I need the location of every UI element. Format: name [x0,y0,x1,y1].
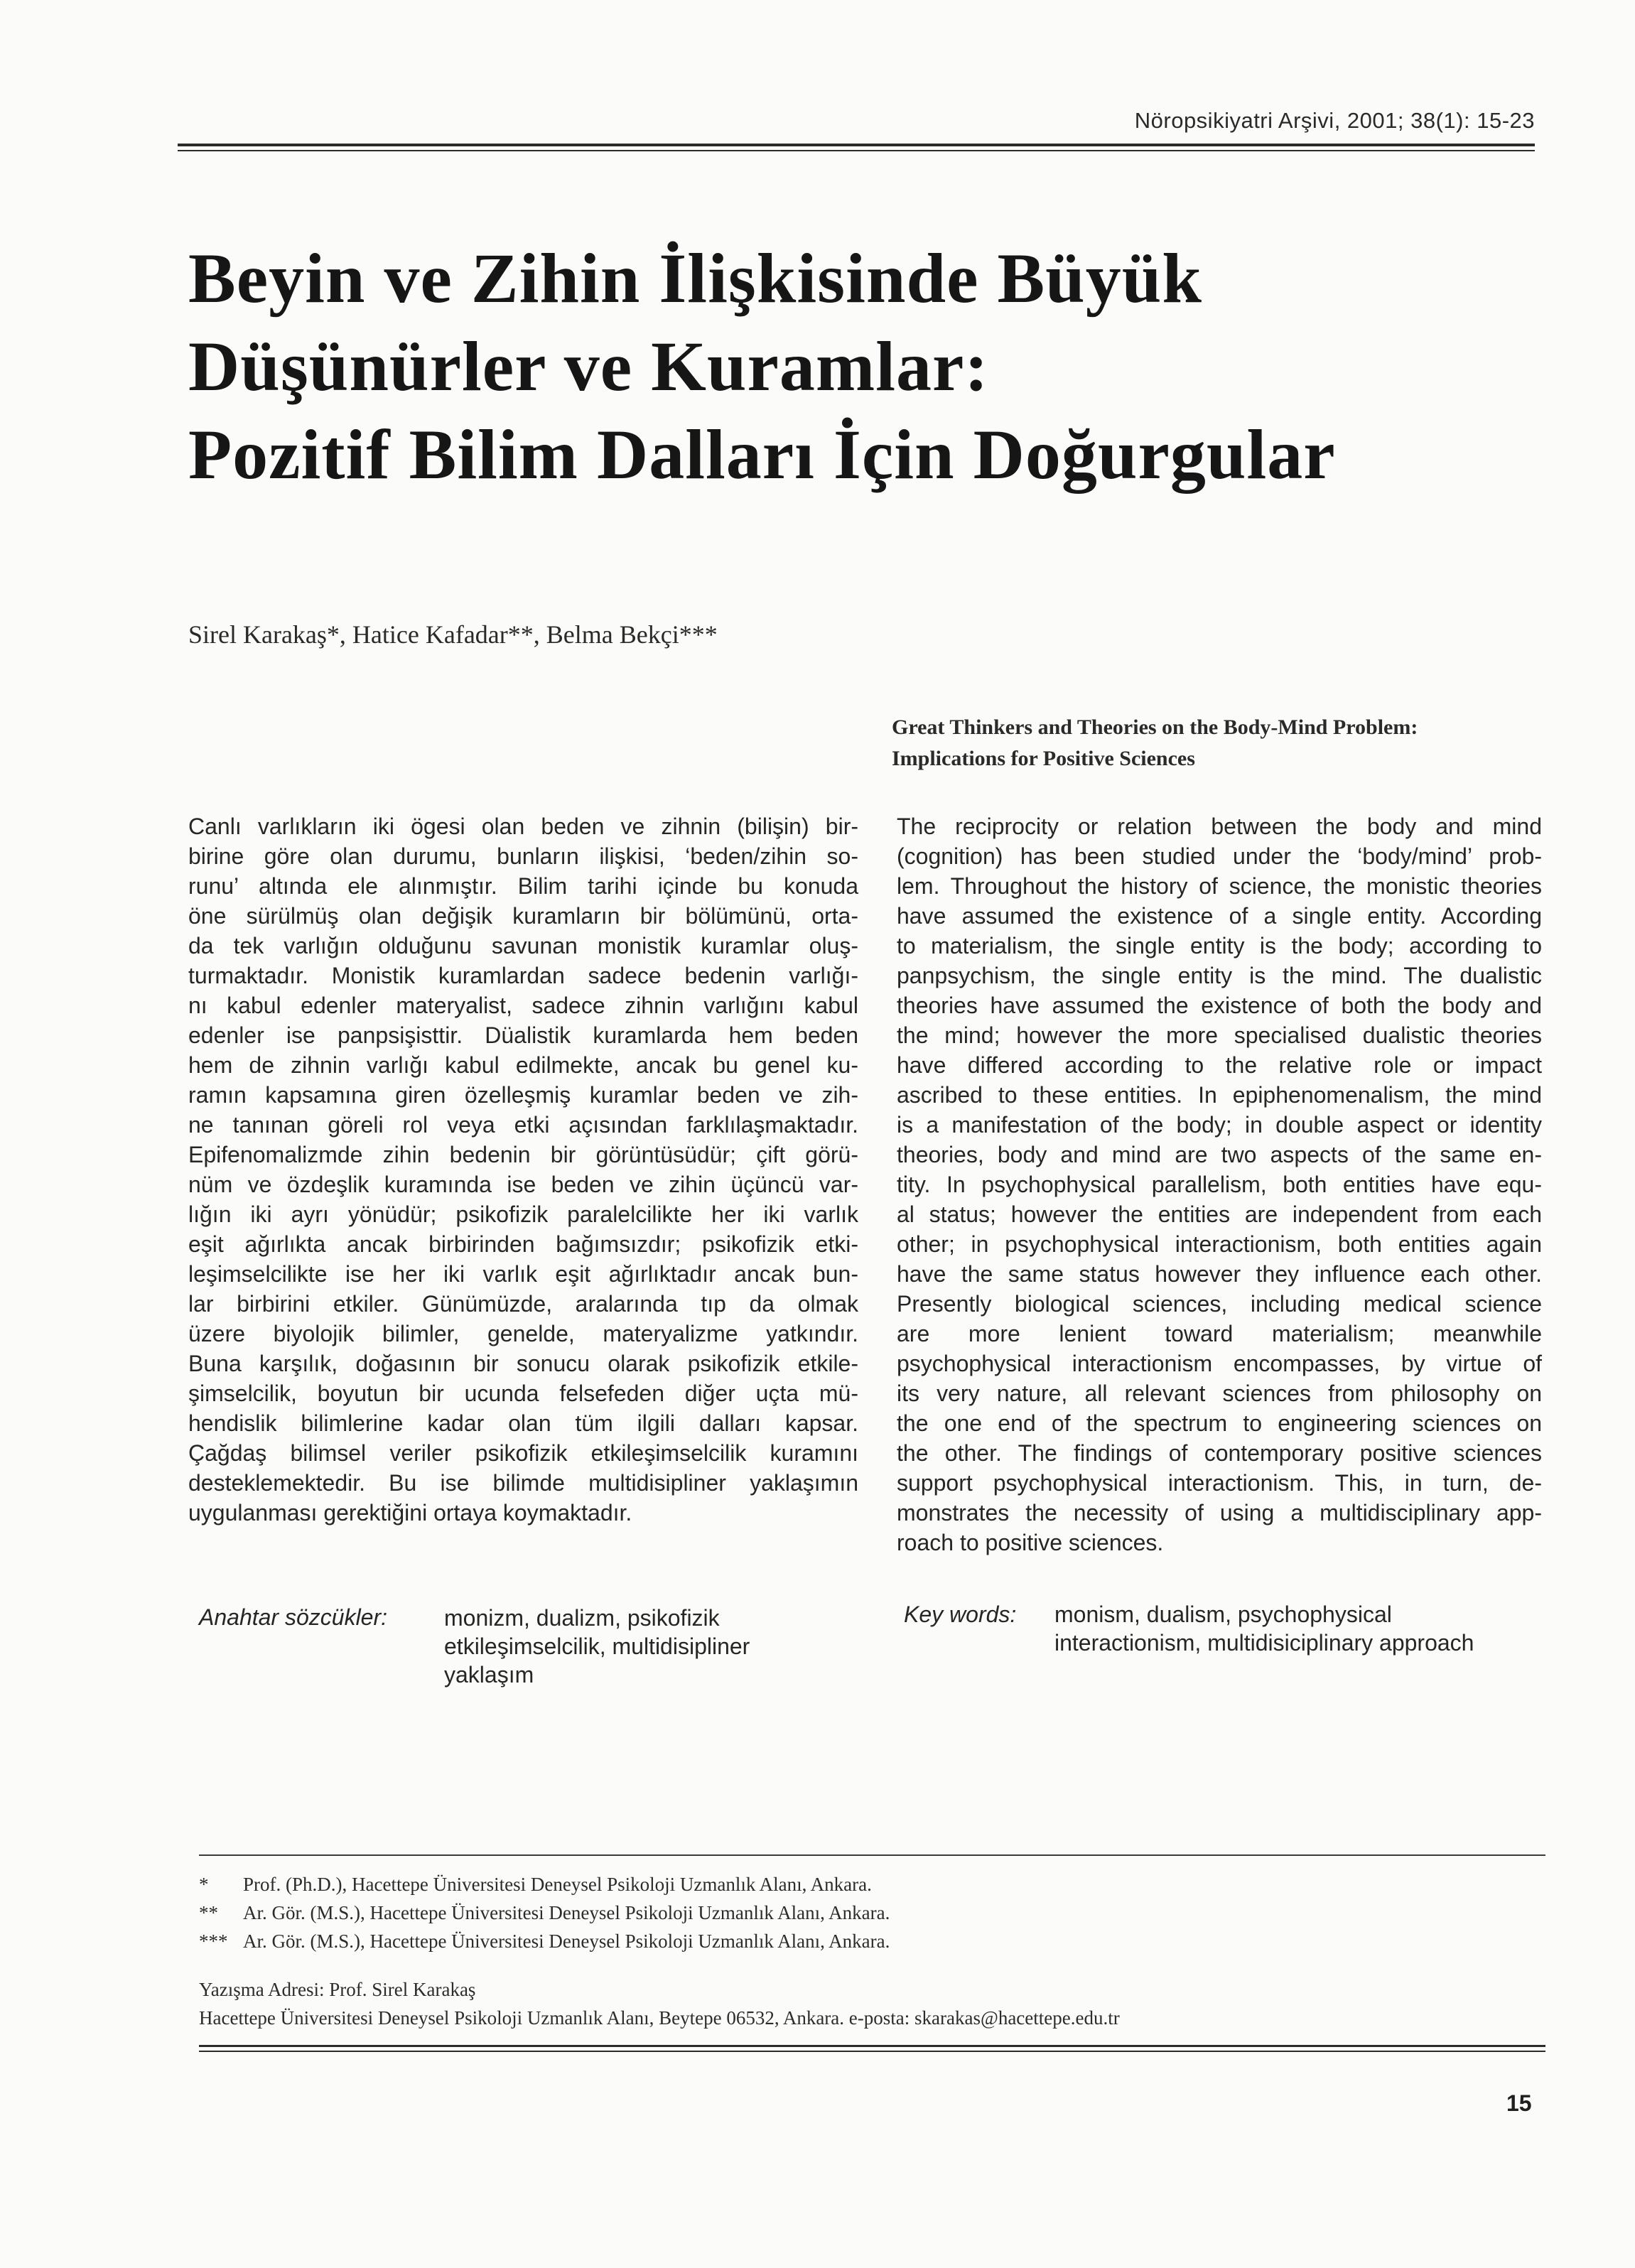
abstract-line: runu’ altında ele alınmıştır. Bilim tarihi içinde bu konuda [188,873,858,899]
abstract-line: nüm ve özdeşlik kuramında ise beden ve zihin üçüncü var- [188,1172,858,1197]
abstract-line: Canlı varlıkların iki ögesi olan beden ve zihnin (bilişin) bir- [188,814,858,839]
abstract-line: üzere biyolojik bilimler, genelde, materyalizme yatkındır. [188,1321,858,1346]
footnote-text: Prof. (Ph.D.), Hacettepe Üniversitesi Deneysel Psikoloji Uzmanlık Alanı, Ankara. [243,1874,872,1895]
header-rule [178,144,1535,146]
keywords-line: interactionism, multidisiciplinary approach [1054,1630,1474,1656]
abstract-line: edenler ise panpsişisttir. Düalistik kuramlarda hem beden [188,1022,858,1048]
abstract-line: roach to positive sciences. [897,1530,1164,1555]
abstract-line: ramın kapsamına giren özelleşmiş kuramlar beden ve zih- [188,1082,858,1108]
abstract-line: Epifenomalizmde zihin bedenin bir görüntüsüdür; çift görü- [188,1142,858,1167]
english-title-line: Implications for Positive Sciences [892,747,1195,770]
abstract-line: theories, body and mind are two aspects of the same en- [897,1142,1542,1167]
abstract-line: the one end of the spectrum to engineering sciences on [897,1410,1542,1436]
correspondence-line: Yazışma Adresi: Prof. Sirel Karakaş [199,1979,476,2000]
footer-rule-thin [199,2051,1545,2052]
english-title-line: Great Thinkers and Theories on the Body-Mind Problem: [892,716,1418,739]
title-line: Pozitif Bilim Dalları İçin Doğurgular [188,415,1336,494]
abstract-english [897,811,1542,1557]
abstract-line: the other. The findings of contemporary positive sciences [897,1440,1542,1466]
abstract-line: (cognition) has been studied under the ‘body/mind’ prob- [897,843,1542,869]
footnote-mark: *** [199,1930,228,1952]
abstract-line: The reciprocity or relation between the body and mind [897,814,1542,839]
keywords-line: monizm, dualizm, psikofizik [444,1605,720,1631]
footnote-text: Ar. Gör. (M.S.), Hacettepe Üniversitesi Deneysel Psikoloji Uzmanlık Alanı, Ankara. [243,1930,890,1952]
keywords-label-english: Key words: [904,1602,1017,1627]
footer-rule [199,2045,1545,2047]
abstract-line: ascribed to these entities. In epiphenomenalism, the mind [897,1082,1542,1108]
abstract-line: uygulanması gerektiğini ortaya koymaktadır. [188,1500,632,1526]
footnote-mark: * [199,1874,209,1895]
abstract-line: other; in psychophysical interactionism, both entities again [897,1231,1542,1257]
abstract-line: to materialism, the single entity is the body; according to [897,933,1542,958]
footnote-rule [199,1854,1545,1856]
keywords-english [1054,1600,1474,1657]
abstract-line: support psychophysical interactionism. This, in turn, de- [897,1470,1542,1496]
running-head: Nöropsikiyatri Arşivi, 2001; 38(1): 15-23 [1134,108,1535,133]
footnote [199,1927,1535,1955]
keywords-label-turkish: Anahtar sözcükler: [199,1604,388,1630]
page-number: 15 [1506,2090,1532,2116]
abstract-line: the mind; however the more specialised dualistic theories [897,1022,1542,1048]
english-title [892,712,1531,774]
title-line: Düşünürler ve Kuramlar: [188,327,989,406]
abstract-line: have assumed the existence of a single entity. According [897,903,1542,929]
footnote [199,1899,1535,1927]
title-line: Beyin ve Zihin İlişkisinde Büyük [188,239,1203,318]
abstract-line: öne sürülmüş olan değişik kuramların bir bölümünü, orta- [188,903,858,929]
abstract-line: nı kabul edenler materyalist, sadece zihnin varlığını kabul [188,993,858,1018]
abstract-line: lem. Throughout the history of science, the monistic theories [897,873,1542,899]
abstract-line: tity. In psychophysical parallelism, both entities have equ- [897,1172,1542,1197]
footnote-text: Ar. Gör. (M.S.), Hacettepe Üniversitesi Deneysel Psikoloji Uzmanlık Alanı, Ankara. [243,1902,890,1923]
abstract-line: leşimselcilikte ise her iki varlık eşit ağırlıktadır ancak bun- [188,1261,858,1287]
keywords-turkish [444,1604,750,1689]
abstract-line: have differed according to the relative role or impact [897,1052,1542,1078]
abstract-line: lığın iki ayrı yönüdür; psikofizik paralelcilikte her iki varlık [188,1202,858,1227]
header-rule-thin [178,150,1535,151]
abstract-line: psychophysical interactionism encompasses, by virtue of [897,1351,1542,1376]
abstract-line: have the same status however they influence each other. [897,1261,1542,1287]
abstract-line: Çağdaş bilimsel veriler psikofizik etkileşimselcilik kuramını [188,1440,858,1466]
abstract-line: panpsychism, the single entity is the mind. The dualistic [897,963,1542,988]
correspondence-address: Hacettepe Üniversitesi Deneysel Psikoloji Uzmanlık Alanı, Beytepe 06532, Ankara. e-posta: skarakas@hacettepe.edu.tr [199,2007,1120,2029]
abstract-line: Buna karşılık, doğasının bir sonucu olarak psikofizik etkile- [188,1351,858,1376]
keywords-line: monism, dualism, psychophysical [1054,1602,1392,1627]
correspondence [199,1975,1535,2032]
abstract-line: turmaktadır. Monistik kuramlardan sadece bedenin varlığı- [188,963,858,988]
abstract-line: desteklemektedir. Bu ise bilimde multidisipliner yaklaşımın [188,1470,858,1496]
abstract-line: Presently biological sciences, including medical science [897,1291,1542,1317]
footnote-mark: ** [199,1902,218,1923]
abstract-line: hendislik bilimlerine kadar olan tüm ilgili dalları kapsar. [188,1410,858,1436]
article-title [188,234,1396,499]
abstract-line: al status; however the entities are independent from each [897,1202,1542,1227]
abstract-turkish [188,811,858,1528]
abstract-line: eşit ağırlıkta ancak birbirinden bağımsızdır; psikofizik etki- [188,1231,858,1257]
abstract-line: are more lenient toward materialism; meanwhile [897,1321,1542,1346]
abstract-line: monstrates the necessity of using a multidisciplinary app- [897,1500,1542,1526]
footnote [199,1870,1535,1899]
abstract-line: theories have assumed the existence of both the body and [897,993,1542,1018]
abstract-line: hem de zihnin varlığı kabul edilmekte, ancak bu genel ku- [188,1052,858,1078]
keywords-line: etkileşimselcilik, multidisipliner [444,1634,750,1659]
abstract-line: birine göre olan durumu, bunların ilişkisi, ‘beden/zihin so- [188,843,858,869]
abstract-line: is a manifestation of the body; in double aspect or identity [897,1112,1542,1138]
abstract-line: şimselcilik, boyutun bir ucunda felsefeden diğer uçta mü- [188,1381,858,1406]
keywords-line: yaklaşım [444,1662,534,1688]
abstract-line: da tek varlığın olduğunu savunan monistik kuramlar oluş- [188,933,858,958]
footnotes [199,1870,1535,2032]
abstract-line: its very nature, all relevant sciences from philosophy on [897,1381,1542,1406]
abstract-line: ne tanınan göreli rol veya etki açısından farklılaşmaktadır. [188,1112,858,1138]
author-list: Sirel Karakaş*, Hatice Kafadar**, Belma Bekçi*** [188,620,718,649]
abstract-line: lar birbirini etkiler. Günümüzde, aralarında tıp da olmak [188,1291,858,1317]
